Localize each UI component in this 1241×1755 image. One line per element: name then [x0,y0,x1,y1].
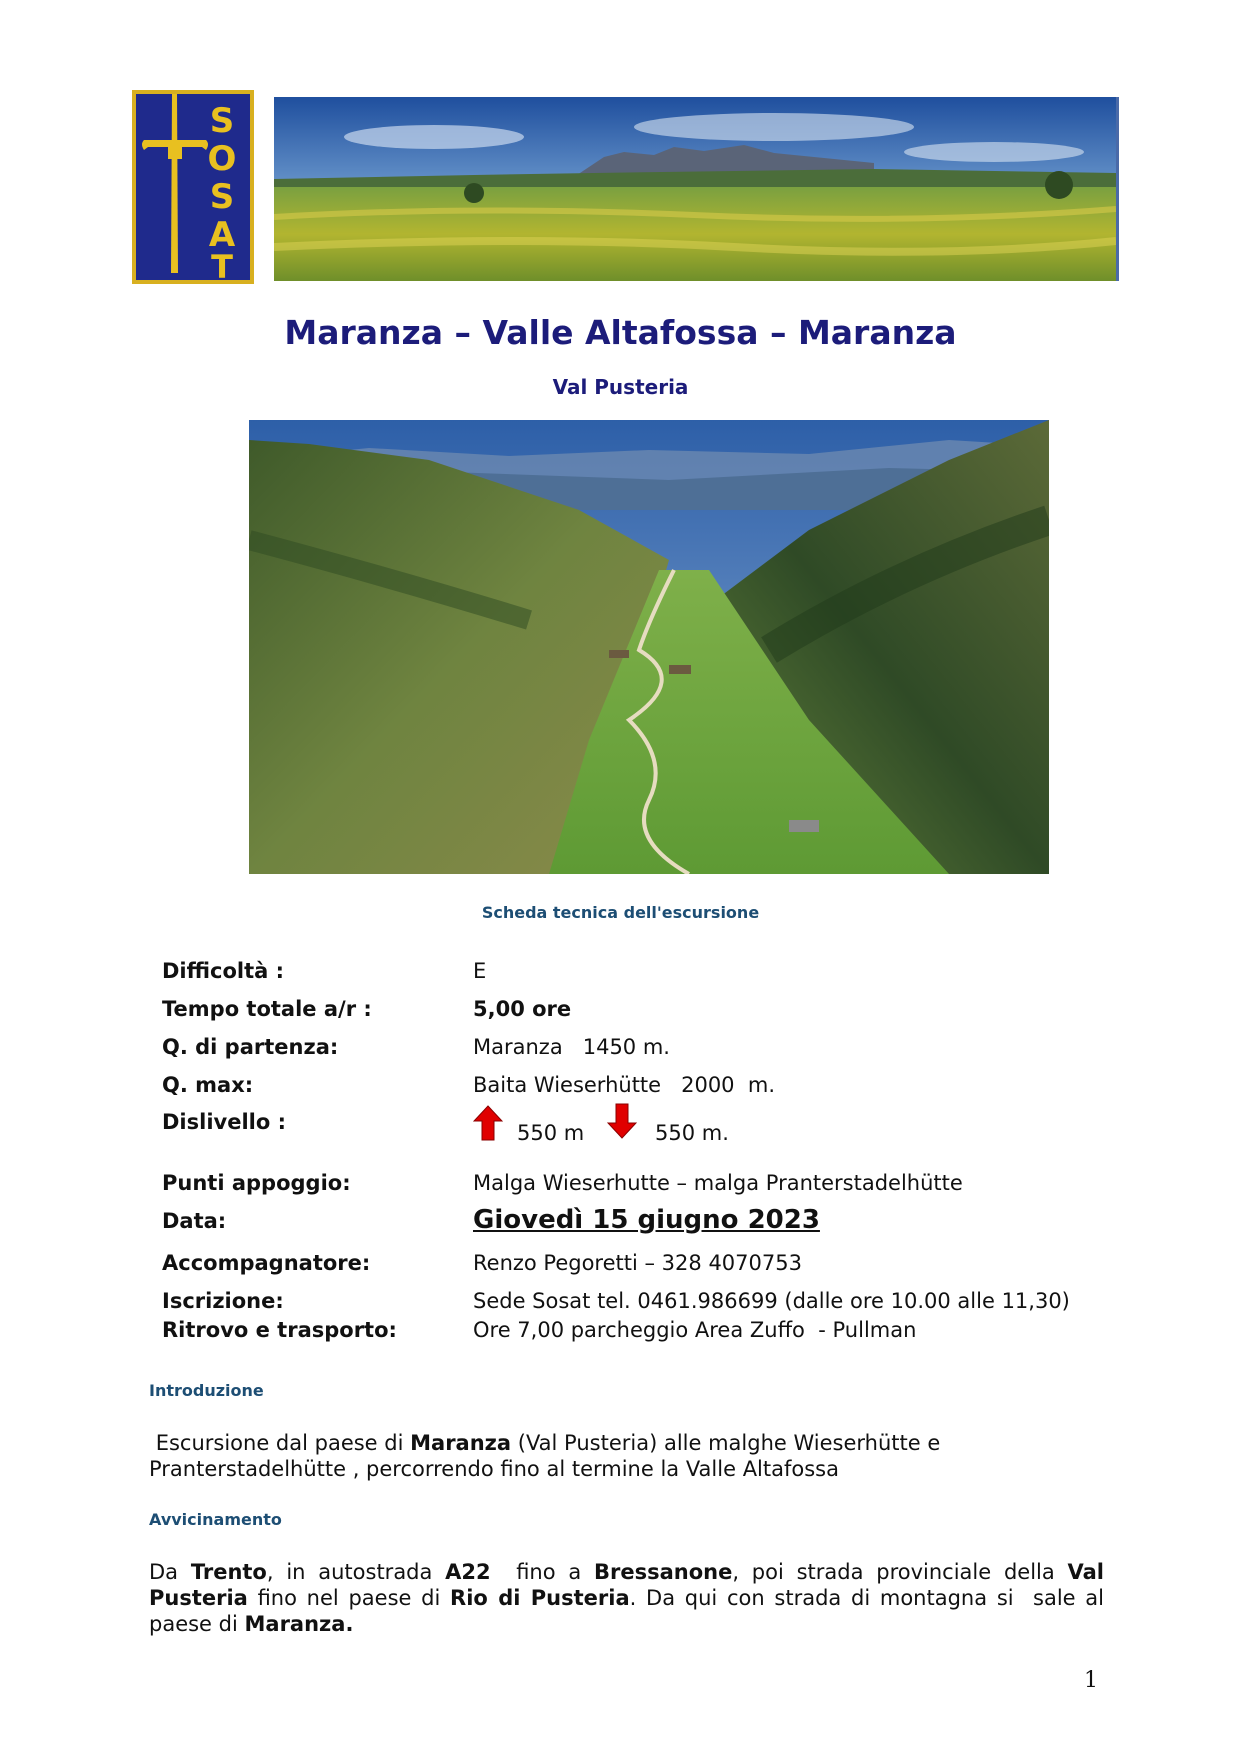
avvicinamento-paragraph [149,1559,1112,1637]
approach-text: , in autostrada [266,1560,446,1584]
value-accompagnatore: Renzo Pegoretti – 328 4070753 [473,1251,802,1275]
label-iscrizione: Iscrizione: [162,1289,284,1313]
approach-bold: Rio di Pusteria [450,1586,630,1610]
page-number: 1 [1084,1668,1098,1693]
value-tempo: 5,00 ore [473,997,572,1021]
label-dislivello: Dislivello : [162,1110,286,1134]
approach-text: Da [149,1560,191,1584]
value-dislivello-down: 550 m. [655,1121,729,1145]
svg-text:A: A [208,215,236,255]
label-data: Data: [162,1209,227,1233]
approach-bold: Maranza. [244,1612,354,1636]
approach-bold: A22 [445,1560,491,1584]
svg-text:S: S [209,177,235,217]
svg-text:T: T [211,248,233,286]
value-iscrizione: Sede Sosat tel. 0461.986699 (dalle ore 10.00 alle 11,30) [473,1289,1070,1313]
svg-text:S: S [209,101,235,141]
svg-text:O: O [207,139,237,179]
header-banner-image [274,97,1119,281]
label-accompagnatore: Accompagnatore: [162,1251,371,1275]
page-title: Maranza – Valle Altafossa – Maranza [284,313,957,352]
value-difficolta: E [473,959,487,983]
approach-bold: Bressanone [594,1560,733,1584]
sosat-logo [124,88,260,288]
intro-paragraph [149,1430,1104,1482]
arrow-down-icon [607,1103,637,1139]
approach-text: . Da qui con strada di montagna si sale al paese di [149,1586,1111,1636]
approach-bold: Trento [190,1560,267,1584]
section-heading-intro: Introduzione [149,1381,264,1400]
arrow-up-icon [473,1105,503,1141]
label-tempo: Tempo totale a/r : [162,997,372,1021]
value-max: Baita Wieserhütte 2000 m. [473,1073,776,1097]
label-ritrovo: Ritrovo e trasporto: [162,1318,397,1342]
section-heading-avvicinamento: Avvicinamento [149,1510,282,1529]
value-appoggio: Malga Wieserhutte – malga Pranterstadelhütte [473,1171,963,1195]
label-appoggio: Punti appoggio: [162,1171,351,1195]
intro-bold: Maranza [410,1431,512,1455]
value-dislivello-up: 550 m [517,1121,585,1145]
approach-text: fino nel paese di [247,1586,451,1610]
label-difficolta: Difficoltà : [162,959,285,983]
approach-text: , poi strada provinciale della [732,1560,1068,1584]
value-partenza: Maranza 1450 m. [473,1035,670,1059]
page-subtitle: Val Pusteria [552,375,689,399]
intro-text: (Val Pusteria) alle malghe Wieserhütte e Pranterstadelhütte , percorrendo fino al termine la Valle Altafossa [149,1431,947,1481]
valley-photo [249,420,1049,874]
label-partenza: Q. di partenza: [162,1035,339,1059]
value-ritrovo: Ore 7,00 parcheggio Area Zuffo - Pullman [473,1318,917,1342]
technical-sheet-heading: Scheda tecnica dell'escursione [481,903,760,922]
label-max: Q. max: [162,1073,254,1097]
value-data: Giovedì 15 giugno 2023 [473,1205,820,1235]
approach-text: fino a [490,1560,594,1584]
intro-text: Escursione dal paese di [149,1431,411,1455]
approach-bold: Val Pusteria [149,1560,1112,1610]
